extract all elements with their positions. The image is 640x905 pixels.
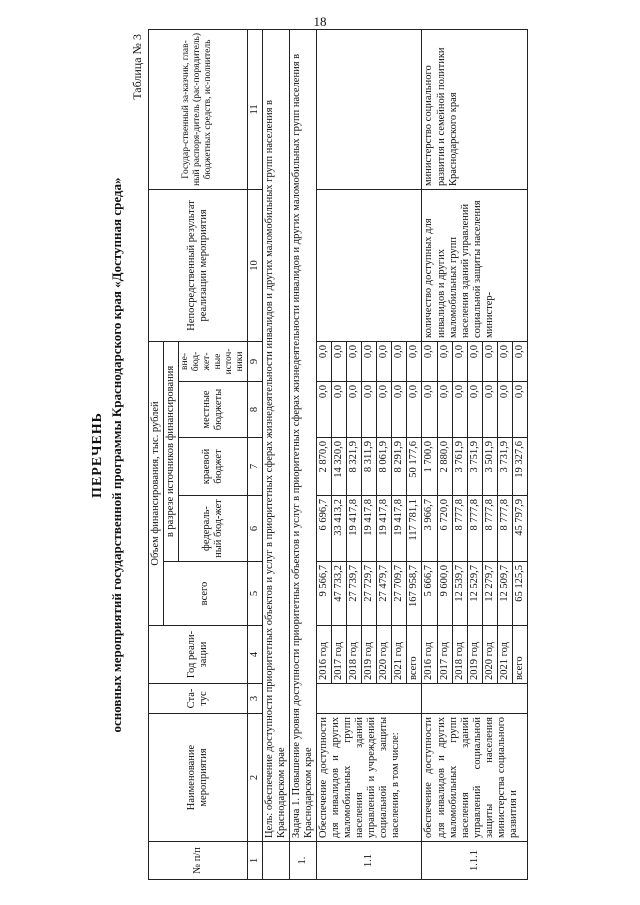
- regional-cell: 2 880,0: [437, 438, 452, 496]
- local-cell: 0,0: [377, 382, 392, 438]
- regional-cell: 14 320,0: [332, 438, 347, 496]
- federal-cell: 3 966,7: [422, 496, 437, 562]
- document-title: ПЕРЕЧЕНЬ: [90, 412, 105, 498]
- year-cell: 2016 год: [422, 626, 437, 684]
- col-number: 9: [247, 341, 262, 381]
- year-cell: всего: [512, 626, 527, 684]
- total-cell: 27 729,7: [362, 562, 377, 626]
- extra-cell: 0,0: [347, 342, 362, 382]
- federal-cell: 19 417,8: [377, 496, 392, 562]
- year-cell: 2018 год: [347, 626, 362, 684]
- total-cell: 27 739,7: [347, 562, 362, 626]
- total-cell: 167 958,7: [407, 562, 422, 626]
- header-extra: вне-бюд-жет-ные источ-ники: [179, 341, 248, 381]
- federal-cell: 19 417,8: [347, 496, 362, 562]
- regional-cell: 3 501,9: [482, 438, 497, 496]
- total-cell: 12 529,7: [467, 562, 482, 626]
- regional-cell: 8 061,9: [377, 438, 392, 496]
- extra-cell: 0,0: [362, 342, 377, 382]
- row-number: 1.1: [317, 842, 422, 880]
- result-text: количество доступных для инвалидов и других маломобильных групп населения зданий управлений социальной защиты населения министер-: [422, 190, 527, 342]
- task-number: 1.: [289, 842, 316, 880]
- local-cell: 0,0: [482, 382, 497, 438]
- year-cell: 2021 год: [392, 626, 407, 684]
- status-cell: [422, 684, 527, 714]
- local-cell: 0,0: [497, 382, 512, 438]
- regional-cell: 50 177,6: [407, 438, 422, 496]
- local-cell: 0,0: [437, 382, 452, 438]
- regional-cell: 8 291,9: [392, 438, 407, 496]
- local-cell: 0,0: [422, 382, 437, 438]
- local-cell: 0,0: [332, 382, 347, 438]
- header-num: № п/п: [149, 842, 248, 880]
- year-cell: 2020 год: [482, 626, 497, 684]
- header-funding: Объем финансирования, тыс. рублей: [149, 341, 164, 625]
- federal-cell: 8 777,8: [482, 496, 497, 562]
- regional-cell: 19 327,6: [512, 438, 527, 496]
- total-cell: 65 125,5: [512, 562, 527, 626]
- regional-cell: 3 761,9: [452, 438, 467, 496]
- column-numbers-row: [247, 29, 262, 879]
- extra-cell: 0,0: [317, 342, 332, 382]
- row-number: 1.1.1: [422, 842, 527, 880]
- total-cell: 47 733,2: [332, 562, 347, 626]
- total-cell: 5 666,7: [422, 562, 437, 626]
- col-number: 2: [247, 714, 262, 842]
- total-cell: 27 709,7: [392, 562, 407, 626]
- local-cell: 0,0: [467, 382, 482, 438]
- col-number: 7: [247, 438, 262, 496]
- federal-cell: 19 417,8: [392, 496, 407, 562]
- regional-cell: 2 870,0: [317, 438, 332, 496]
- header-regional: краевой бюджет: [179, 438, 248, 496]
- extra-cell: 0,0: [422, 342, 437, 382]
- header-name: Наименование мероприятия: [149, 714, 248, 842]
- status-cell: [317, 684, 422, 714]
- table-row: [317, 30, 332, 880]
- extra-cell: 0,0: [467, 342, 482, 382]
- measure-name: обеспечение доступности для инвалидов и других маломобильных групп населения зданий управлений социальной защиты населения министерства социального развития и: [422, 714, 527, 842]
- extra-cell: 0,0: [407, 342, 422, 382]
- col-number: 1: [247, 842, 262, 880]
- year-cell: 2020 год: [377, 626, 392, 684]
- extra-cell: 0,0: [497, 342, 512, 382]
- rotated-page: [90, 30, 610, 880]
- total-cell: 9 566,7: [317, 562, 332, 626]
- header-total: всего: [164, 562, 248, 626]
- local-cell: 0,0: [362, 382, 377, 438]
- header-local: местные бюджеты: [179, 382, 248, 438]
- extra-cell: 0,0: [482, 342, 497, 382]
- goal-row: [262, 29, 289, 879]
- local-cell: 0,0: [347, 382, 362, 438]
- local-cell: 0,0: [407, 382, 422, 438]
- regional-cell: 8 321,9: [347, 438, 362, 496]
- regional-cell: 8 311,9: [362, 438, 377, 496]
- extra-cell: 0,0: [377, 342, 392, 382]
- header-by-source: в разрезе источников финансирования: [164, 341, 179, 561]
- regional-cell: 3 731,9: [497, 438, 512, 496]
- year-cell: 2017 год: [332, 626, 347, 684]
- regional-cell: 1 700,0: [422, 438, 437, 496]
- federal-cell: 19 417,8: [362, 496, 377, 562]
- year-cell: 2018 год: [452, 626, 467, 684]
- col-number: 8: [247, 382, 262, 438]
- year-cell: 2019 год: [467, 626, 482, 684]
- total-cell: 12 509,7: [497, 562, 512, 626]
- col-number: 11: [247, 29, 262, 189]
- block-1-table: [316, 29, 528, 880]
- federal-cell: 117 781,1: [407, 496, 422, 562]
- year-cell: 2021 год: [497, 626, 512, 684]
- year-cell: 2019 год: [362, 626, 377, 684]
- col-number: 6: [247, 496, 262, 562]
- total-cell: 12 279,7: [482, 562, 497, 626]
- measure-name: Обеспечение доступности для инвалидов и других маломобильных групп населения зданий управлений и учреждений социальной защиты населения, в том числе:: [317, 714, 422, 842]
- header-customer: Государ-ственный за-казчик, глав-ный распоря-дитель (рас-порядитель) бюджетных средств, ис-полнитель: [149, 29, 248, 189]
- col-number: 4: [247, 626, 262, 684]
- page-number: 18: [313, 14, 327, 29]
- col-number: 5: [247, 562, 262, 626]
- col-number: 10: [247, 189, 262, 341]
- header-year: Год реали-зации: [149, 626, 248, 684]
- result-text: [317, 190, 422, 342]
- extra-cell: 0,0: [452, 342, 467, 382]
- extra-cell: 0,0: [392, 342, 407, 382]
- goal-text: Цель: обеспечение доступности приоритетных объектов и услуг в приоритетных сферах жизнедеятельности инвалидов и других маломобильных групп населения в Краснодарском крае: [262, 29, 289, 841]
- header-federal: федераль-ный бюд-жет: [179, 496, 248, 562]
- extra-cell: 0,0: [437, 342, 452, 382]
- task-row: [289, 29, 316, 879]
- total-cell: 12 539,7: [452, 562, 467, 626]
- table-number: Таблица № 3: [130, 34, 144, 100]
- year-cell: всего: [407, 626, 422, 684]
- federal-cell: 6 720,0: [437, 496, 452, 562]
- header-status: Ста-тус: [149, 684, 248, 714]
- extra-cell: 0,0: [512, 342, 527, 382]
- task-text: Задача 1. Повышение уровня доступности приоритетных объектов и услуг в приоритетных сферах жизнедеятельности инвалидов и других маломобильных групп населения в Краснодарском крае: [289, 29, 316, 841]
- year-cell: 2017 год: [437, 626, 452, 684]
- measures-table: [148, 29, 317, 880]
- table-row: [422, 30, 437, 880]
- year-cell: 2016 год: [317, 626, 332, 684]
- customer-text: министерство социального развития и семейной политики Краснодарского края: [422, 30, 527, 190]
- federal-cell: 45 797,9: [512, 496, 527, 562]
- customer-text: [317, 30, 422, 190]
- local-cell: 0,0: [512, 382, 527, 438]
- header-row: [149, 29, 164, 879]
- col-number: 3: [247, 684, 262, 714]
- federal-cell: 8 777,8: [452, 496, 467, 562]
- local-cell: 0,0: [392, 382, 407, 438]
- extra-cell: 0,0: [332, 342, 347, 382]
- header-result: Непосредственный результат реализации мероприятия: [149, 189, 248, 341]
- local-cell: 0,0: [452, 382, 467, 438]
- total-cell: 9 600,0: [437, 562, 452, 626]
- federal-cell: 8 777,8: [497, 496, 512, 562]
- local-cell: 0,0: [317, 382, 332, 438]
- document-subtitle: основных мероприятий государственной программы Краснодарского края «Доступная среда»: [109, 177, 124, 733]
- federal-cell: 8 777,8: [467, 496, 482, 562]
- federal-cell: 6 696,7: [317, 496, 332, 562]
- regional-cell: 3 751,9: [467, 438, 482, 496]
- federal-cell: 33 413,2: [332, 496, 347, 562]
- total-cell: 27 479,7: [377, 562, 392, 626]
